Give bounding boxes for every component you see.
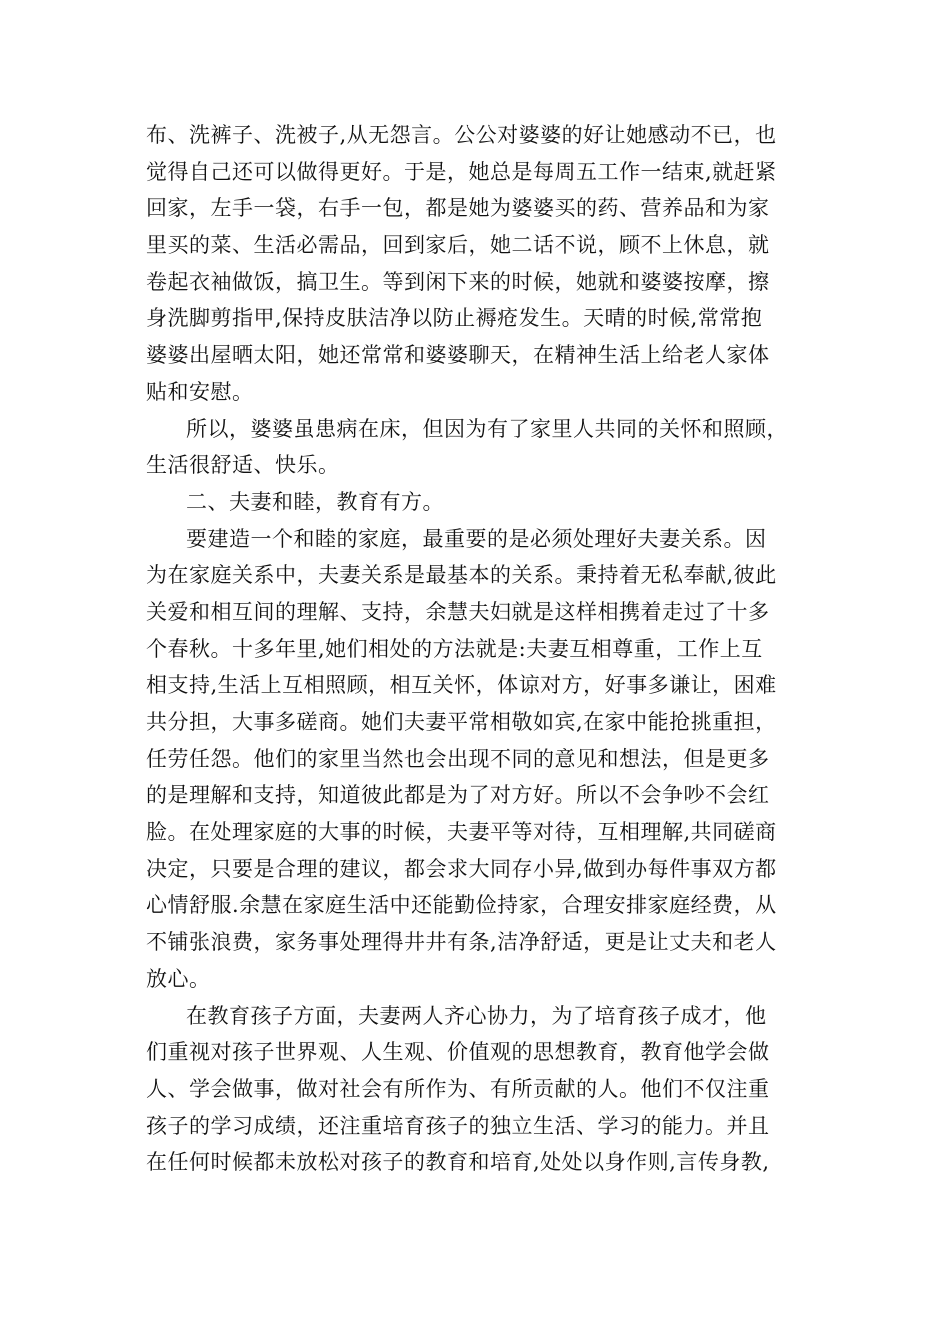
text-line: 关爱和相互间的理解、支持，余慧夫妇就是这样相携着走过了十多 <box>146 599 770 624</box>
text-line: 不铺张浪费，家务事处理得井井有条,洁净舒适，更是让丈夫和老人 <box>146 930 777 955</box>
text-line: 回家，左手一袋，右手一包，都是她为婆婆买的药、营养品和为家 <box>146 196 770 221</box>
text-line: 个春秋。十多年里,她们相处的方法就是:夫妻互相尊重，工作上互 <box>146 636 763 661</box>
text-line: 里买的菜、生活必需品，回到家后，她二话不说，顾不上休息，就 <box>146 233 770 258</box>
document-body <box>146 117 826 1181</box>
text-line: 共分担，大事多磋商。她们夫妻平常相敬如宾,在家中能抢挑重担， <box>146 710 777 734</box>
text-line: 婆婆出屋晒太阳，她还常常和婆婆聊天，在精神生活上给老人家体 <box>146 343 770 368</box>
text-line: 相支持,生活上互相照顾，相互关怀，体谅对方，好事多谦让，困难 <box>146 673 777 698</box>
text-line: 在教育孩子方面，夫妻两人齐心协力，为了培育孩子成才，他 <box>186 1003 767 1028</box>
text-line: 为在家庭关系中，夫妻关系是最基本的关系。秉持着无私奉献,彼此 <box>146 563 777 588</box>
text-line: 生活很舒适、快乐。 <box>146 453 340 478</box>
text-line: 二、夫妻和睦，教育有方。 <box>186 489 444 514</box>
text-line: 心情舒服.余慧在家庭生活中还能勤俭持家，合理安排家庭经费，从 <box>146 893 777 918</box>
text-line: 在任何时候都未放松对孩子的教育和培育,处处以身作则,言传身教, <box>146 1150 770 1175</box>
text-line: 脸。在处理家庭的大事的时候，夫妻平等对待，互相理解,共同磋商 <box>146 820 777 845</box>
text-line: 布、洗裤子、洗被子,从无怨言。公公对婆婆的好让她感动不已，也 <box>146 123 777 147</box>
text-line: 任劳任怨。他们的家里当然也会出现不同的意见和想法，但是更多 <box>146 746 770 771</box>
text-line: 要建造一个和睦的家庭，最重要的是必须处理好夫妻关系。因 <box>186 526 767 551</box>
text-line: 们重视对孩子世界观、人生观、价值观的思想教育，教育他学会做 <box>146 1040 770 1065</box>
text-line: 放心。 <box>146 966 211 991</box>
text-line: 卷起衣袖做饭，搞卫生。等到闲下来的时候，她就和婆婆按摩，擦 <box>146 269 770 294</box>
text-line: 身洗脚剪指甲,保持皮肤洁净以防止褥疮发生。天晴的时候,常常抱 <box>146 306 763 331</box>
text-line: 贴和安慰。 <box>146 379 254 404</box>
text-line: 孩子的学习成绩，还注重培育孩子的独立生活、学习的能力。并且 <box>146 1113 770 1138</box>
text-line: 决定，只要是合理的建议，都会求大同存小异,做到办每件事双方都 <box>146 856 777 881</box>
text-line: 人、学会做事，做对社会有所作为、有所贡献的人。他们不仅注重 <box>146 1076 770 1101</box>
text-line: 觉得自己还可以做得更好。于是，她总是每周五工作一结束,就赶紧 <box>146 159 777 184</box>
text-line: 的是理解和支持，知道彼此都是为了对方好。所以不会争吵不会红 <box>146 783 770 808</box>
text-line: 所以，婆婆虽患病在床，但因为有了家里人共同的关怀和照顾， <box>186 416 788 441</box>
